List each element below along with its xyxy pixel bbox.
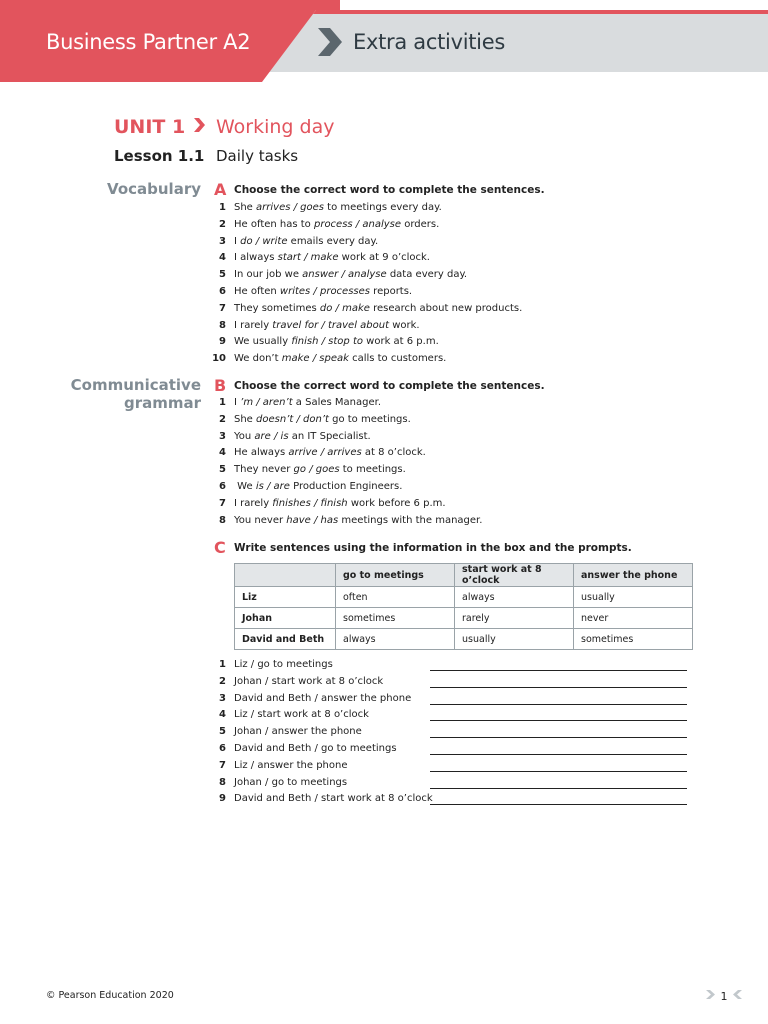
item-sentence: [234, 414, 411, 425]
sentence-end: orders.: [401, 218, 440, 230]
exercise-c-letter: C: [214, 538, 226, 557]
sentence-start: You: [234, 430, 255, 442]
sentence-start: I: [234, 397, 241, 408]
item-sentence: [234, 498, 446, 509]
list-item: [200, 269, 660, 283]
table-row: [235, 629, 693, 650]
sentence-end: research about new products.: [369, 302, 523, 314]
exercise-a-letter: A: [214, 180, 227, 199]
table-header-cell: go to meetings: [336, 564, 455, 587]
sentence-end: work before 6 p.m.: [347, 497, 446, 509]
frequency-cell: rarely: [455, 608, 574, 629]
answer-line[interactable]: [430, 754, 687, 755]
sentence-start: He always: [234, 447, 289, 459]
item-number: 2: [219, 413, 226, 425]
table-header-cell: start work at 8 o’clock: [455, 564, 574, 587]
unit-title: Working day: [216, 116, 335, 138]
sentence-end: work at 9 o’clock.: [338, 252, 430, 264]
word-choice[interactable]: doesn’t / don’t: [256, 413, 329, 425]
answer-line[interactable]: [430, 670, 687, 671]
brand-title: Business Partner A2: [46, 30, 251, 54]
sentence-end: calls to customers.: [348, 353, 447, 365]
sentence-start: We: [234, 481, 256, 492]
item-number: 7: [219, 759, 226, 771]
sentence-end: meetings with the manager.: [338, 514, 483, 526]
item-sentence: [234, 515, 482, 526]
chevron-left-icon: [731, 989, 743, 1000]
word-choice[interactable]: start / make: [277, 252, 339, 264]
word-choice[interactable]: have / has: [286, 514, 339, 526]
sentence-end: work at 6 p.m.: [362, 336, 439, 348]
item-number: 6: [219, 286, 226, 297]
item-number: 7: [219, 497, 226, 509]
prompt-text: Johan / start work at 8 o’clock: [234, 675, 384, 687]
sentence-start: I always: [234, 252, 278, 264]
grammar-label-line1: Communicative: [70, 376, 201, 394]
sentence-start: They sometimes: [234, 302, 320, 314]
item-sentence: [234, 431, 371, 442]
sentence-start: They never: [234, 464, 294, 476]
copyright: © Pearson Education 2020: [46, 990, 174, 1001]
exercise-b-instruction: Choose the correct word to complete the sentences.: [234, 380, 545, 392]
item-number: 1: [219, 659, 226, 670]
answer-line[interactable]: [430, 687, 687, 688]
item-number: 9: [219, 336, 226, 348]
sentence-end: work.: [389, 319, 420, 331]
chevron-right-icon: [705, 989, 717, 1000]
word-choice[interactable]: do / write: [240, 235, 288, 247]
page-header: [0, 0, 768, 82]
item-number: 2: [219, 675, 226, 687]
prompt-text: Liz / go to meetings: [234, 659, 333, 670]
item-number: 6: [219, 743, 226, 754]
sentence-end: an IT Specialist.: [288, 430, 371, 442]
sentence-end: data every day.: [386, 269, 468, 281]
word-choice[interactable]: arrives / goes: [256, 202, 324, 213]
table-row: [235, 587, 693, 608]
unit-label: [114, 116, 210, 138]
lesson-title: Daily tasks: [216, 147, 299, 165]
list-item: [200, 515, 660, 529]
sentence-end: at 8 o’clock.: [361, 447, 426, 459]
item-number: 10: [212, 353, 226, 365]
item-sentence: [234, 481, 402, 492]
prompt-text: Liz / start work at 8 o’clock: [234, 709, 369, 721]
item-number: 2: [219, 218, 226, 230]
item-number: 3: [219, 692, 226, 704]
vocabulary-label: Vocabulary: [107, 180, 201, 198]
frequency-cell: usually: [574, 587, 693, 608]
word-choice[interactable]: process / analyse: [313, 218, 402, 230]
item-sentence: [234, 202, 442, 213]
list-item: [200, 397, 660, 411]
word-choice[interactable]: arrive / arrives: [288, 447, 362, 459]
item-sentence: [234, 269, 467, 280]
list-item: [200, 481, 660, 495]
item-number: 5: [219, 269, 226, 281]
item-sentence: [234, 320, 420, 331]
item-number: 5: [219, 726, 226, 738]
list-item: [200, 320, 660, 334]
word-choice[interactable]: travel for / travel about: [272, 319, 390, 331]
word-choice[interactable]: finishes / finish: [272, 497, 348, 509]
item-number: 7: [219, 302, 226, 314]
item-sentence: [234, 464, 406, 475]
item-number: 4: [219, 709, 226, 721]
exercise-c-instruction: Write sentences using the information in the box and the prompts.: [234, 542, 632, 554]
sentence-start: He often: [234, 286, 280, 297]
item-number: 3: [219, 235, 226, 247]
sentence-end: go to meetings.: [328, 413, 411, 425]
item-sentence: [234, 236, 378, 247]
answer-line[interactable]: [430, 720, 687, 721]
item-number: 4: [219, 447, 226, 459]
answer-line[interactable]: [430, 704, 687, 705]
page-number-value: 1: [720, 990, 728, 1003]
sentence-end: to meetings every day.: [324, 202, 442, 213]
list-item: [200, 431, 660, 445]
prompt-text: David and Beth / go to meetings: [234, 743, 397, 754]
item-number: 3: [219, 430, 226, 442]
list-item: [200, 286, 660, 300]
frequency-cell: always: [455, 587, 574, 608]
word-choice[interactable]: writes / processes: [279, 286, 370, 297]
word-choice[interactable]: do / make: [319, 302, 370, 314]
item-sentence: [234, 336, 439, 347]
word-choice[interactable]: ’m / aren’t: [240, 397, 293, 408]
word-choice[interactable]: make / speak: [281, 353, 349, 365]
sentence-start: I rarely: [234, 319, 273, 331]
prompt-text: David and Beth / answer the phone: [234, 692, 412, 704]
sentence-start: He often has to: [234, 218, 314, 230]
item-number: 1: [219, 202, 226, 213]
sentence-start: We don’t: [234, 353, 282, 365]
word-choice[interactable]: is / are: [255, 481, 290, 492]
sentence-end: to meetings.: [339, 464, 406, 476]
frequency-cell: sometimes: [336, 608, 455, 629]
item-number: 8: [219, 776, 226, 788]
frequency-cell: usually: [455, 629, 574, 650]
sentence-start: She: [234, 413, 257, 425]
sentence-end: a Sales Manager.: [292, 397, 381, 408]
sentence-start: I rarely: [234, 497, 273, 509]
exercise-a-instruction: Choose the correct word to complete the sentences.: [234, 184, 545, 196]
item-number: 8: [219, 319, 226, 331]
grammar-label-line2: grammar: [123, 394, 201, 412]
sentence-start: I: [234, 235, 241, 247]
answer-line[interactable]: [430, 771, 687, 772]
frequency-cell: sometimes: [574, 629, 693, 650]
word-choice[interactable]: answer / analyse: [302, 269, 387, 281]
table-row: [235, 608, 693, 629]
sentence-end: reports.: [370, 286, 413, 297]
section-title: Extra activities: [353, 30, 505, 54]
frequency-table: [234, 563, 693, 650]
row-name-cell: David and Beth: [235, 629, 336, 650]
chevron-right-icon: [192, 116, 210, 138]
table-header-row: [235, 564, 693, 587]
item-sentence: [234, 252, 430, 263]
row-name-cell: Liz: [235, 587, 336, 608]
table-header-cell: answer the phone: [574, 564, 693, 587]
item-sentence: [234, 303, 522, 314]
item-sentence: [234, 397, 381, 408]
list-item: [200, 498, 660, 512]
sentence-start: She: [234, 202, 257, 213]
prompt-text: Johan / go to meetings: [234, 776, 348, 788]
frequency-cell: always: [336, 629, 455, 650]
unit-number: UNIT 1: [114, 116, 186, 138]
sentence-end: emails every day.: [287, 235, 379, 247]
list-item: [200, 202, 660, 216]
list-item: [200, 252, 660, 266]
frequency-cell: never: [574, 608, 693, 629]
lesson-label: Lesson 1.1: [114, 147, 205, 165]
item-number: 6: [219, 481, 226, 492]
item-sentence: [234, 219, 439, 230]
item-number: 5: [219, 464, 226, 476]
item-sentence: [234, 353, 446, 364]
exercise-b-letter: B: [214, 376, 227, 395]
prompt-text: Johan / answer the phone: [234, 726, 362, 738]
sentence-start: We usually: [234, 336, 292, 348]
answer-line[interactable]: [430, 788, 687, 789]
item-sentence: [234, 286, 412, 297]
sentence-start: You never: [234, 514, 287, 526]
answer-line[interactable]: [430, 737, 687, 738]
answer-line[interactable]: [430, 804, 687, 805]
sentence-end: Production Engineers.: [289, 481, 403, 492]
item-number: 9: [219, 793, 226, 805]
list-item: [200, 336, 660, 350]
frequency-cell: often: [336, 587, 455, 608]
prompt-text: Liz / answer the phone: [234, 759, 348, 771]
item-number: 4: [219, 252, 226, 264]
list-item: [200, 464, 660, 478]
prompt-text: David and Beth / start work at 8 o’clock: [234, 793, 433, 805]
item-sentence: [234, 447, 426, 458]
list-item: [200, 447, 660, 461]
word-choice[interactable]: are / is: [254, 430, 289, 442]
page-number: [705, 989, 743, 1003]
word-choice[interactable]: go / goes: [293, 464, 340, 476]
list-item: [200, 303, 660, 317]
item-number: 8: [219, 514, 226, 526]
sentence-start: In our job we: [234, 269, 303, 281]
list-item: [200, 219, 660, 233]
row-name-cell: Johan: [235, 608, 336, 629]
word-choice[interactable]: finish / stop to: [291, 336, 363, 348]
table-header-cell: [235, 564, 336, 587]
list-item: [200, 353, 660, 367]
list-item: [200, 414, 660, 428]
list-item: [200, 236, 660, 250]
item-number: 1: [219, 397, 226, 408]
